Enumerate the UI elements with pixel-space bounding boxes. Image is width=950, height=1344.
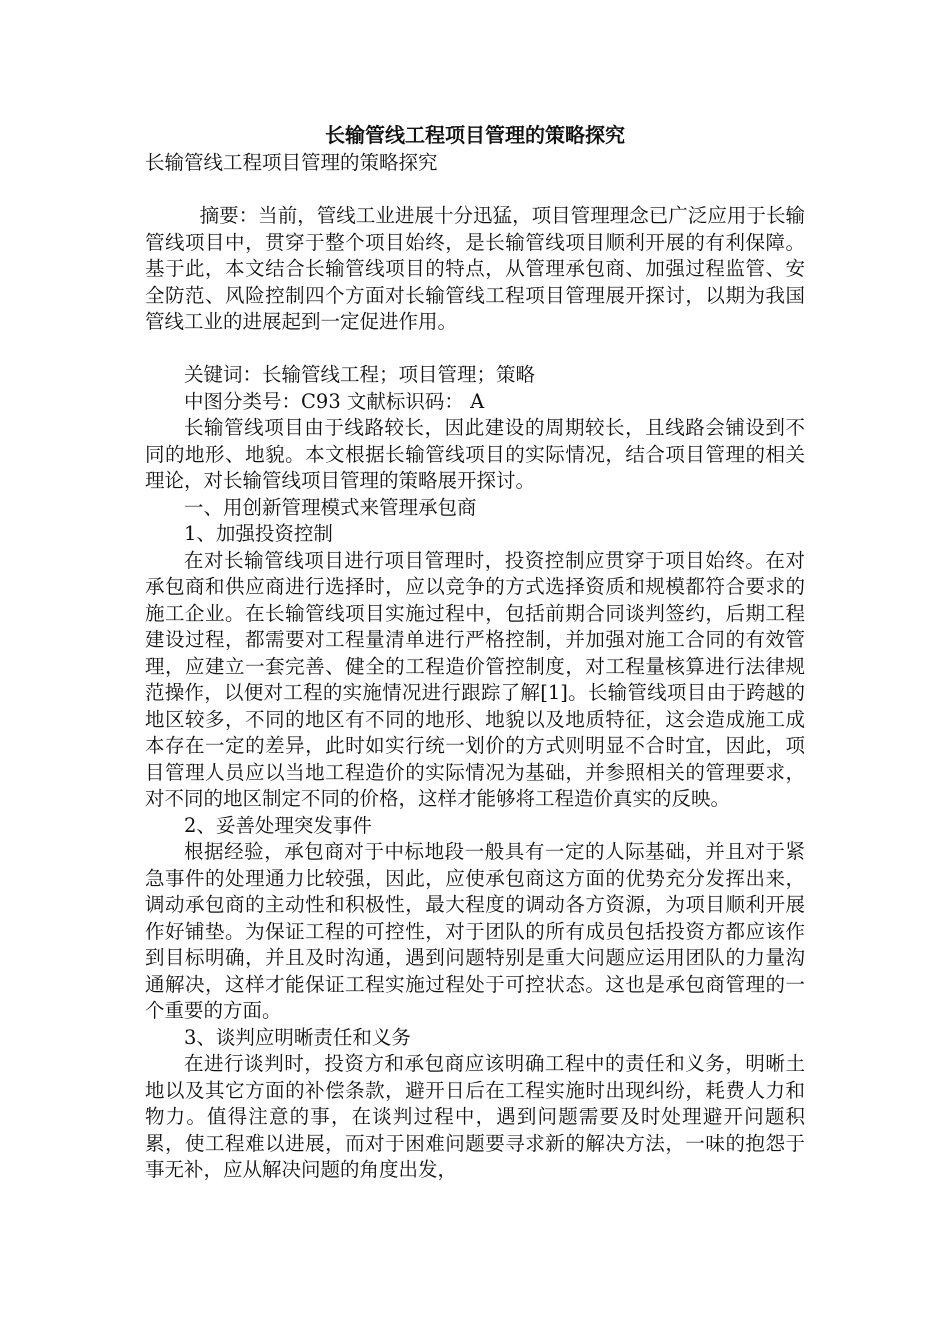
intro-paragraph: 长输管线项目由于线路较长，因此建设的周期较长，且线路会铺设到不同的地形、地貌。本文根据长输管线项目的实际情况，结合项目管理的相关理论，对长输管线项目管理的策略展开探讨。 [145, 416, 805, 492]
subsection-heading-2: 2、妥善处理突发事件 [184, 813, 372, 837]
keywords-line: 关键词：长输管线工程；项目管理；策略 [184, 363, 536, 386]
subsection-body-2: 根据经验，承包商对于中标地段一般具有一定的人际基础，并且对于紧急事件的处理通力比较强，因此，应使承包商这方面的优势充分发挥出来，调动承包商的主动性和积极性，最大程度的调动各方资源，为项目顺利开展作好铺垫。为保证工程的可控性，对于团队的所有成员包括投资方都应该作到目标明确，并且及时沟通，遇到问题特别是重大问题应运用团队的力量沟通解决，这样才能保证工程实施过程处于可控状态。这也是承包商管理的一个重要的方面。 [145, 840, 805, 1022]
document-page [145, 120, 805, 1184]
section-heading-1: 一、用创新管理模式来管理承包商 [184, 495, 477, 519]
subsection-heading-1: 1、加强投资控制 [184, 522, 333, 545]
abstract-paragraph: 摘要：当前，管线工业进展十分迅猛，项目管理理念已广泛应用于长输管线项目中，贯穿于整个项目始终，是长输管线项目顺利开展的有利保障。基于此，本文结合长输管线项目的特点，从管理承包商、加强过程监管、安全防范、风险控制四个方面对长输管线工程项目管理展开探讨，以期为我国管线工业的进展起到一定促进作用。 [145, 204, 805, 333]
blank-line [145, 336, 805, 363]
document-title: 长输管线工程项目管理的策略探究 [325, 123, 625, 147]
classification-line: 中图分类号：C93 文献标识码： A [184, 389, 485, 413]
subsection-body-3: 在进行谈判时，投资方和承包商应该明确工程中的责任和义务，明晰土地以及其它方面的补偿条款，避开日后在工程实施时出现纠纷，耗费人力和物力。值得注意的事，在谈判过程中，遇到问题需要及时处理避开问题积累，使工程难以进展，而对于困难问题要寻求新的解决方法，一味的抱怨于事无补，应从解决问题的角度出发， [145, 1052, 805, 1181]
document-subtitle: 长输管线工程项目管理的策略探究 [145, 151, 438, 174]
subsection-heading-3: 3、谈判应明晰责任和义务 [184, 1025, 411, 1049]
subsection-body-1: 在对长输管线项目进行项目管理时，投资控制应贯穿于项目始终。在对承包商和供应商进行选择时，应以竞争的方式选择资质和规模都符合要求的施工企业。在长输管线项目实施过程中，包括前期合同谈判签约，后期工程建设过程，都需要对工程量清单进行严格控制，并加强对施工合同的有效管理，应建立一套完善、健全的工程造价管控制度，对工程量核算进行法律规范操作，以便对工程的实施情况进行跟踪了解[1]。长输管线项目由于跨越的地区较多，不同的地区有不同的地形、地貌以及地质特征，这会造成施工成本存在一定的差异，此时如实行统一划价的方式则明显不合时宜，因此，项目管理人员应以当地工程造价的实际情况为基础，并参照相关的管理要求，对不同的地区制定不同的价格，这样才能够将工程造价真实的反映。 [145, 548, 805, 810]
blank-line [145, 177, 805, 204]
